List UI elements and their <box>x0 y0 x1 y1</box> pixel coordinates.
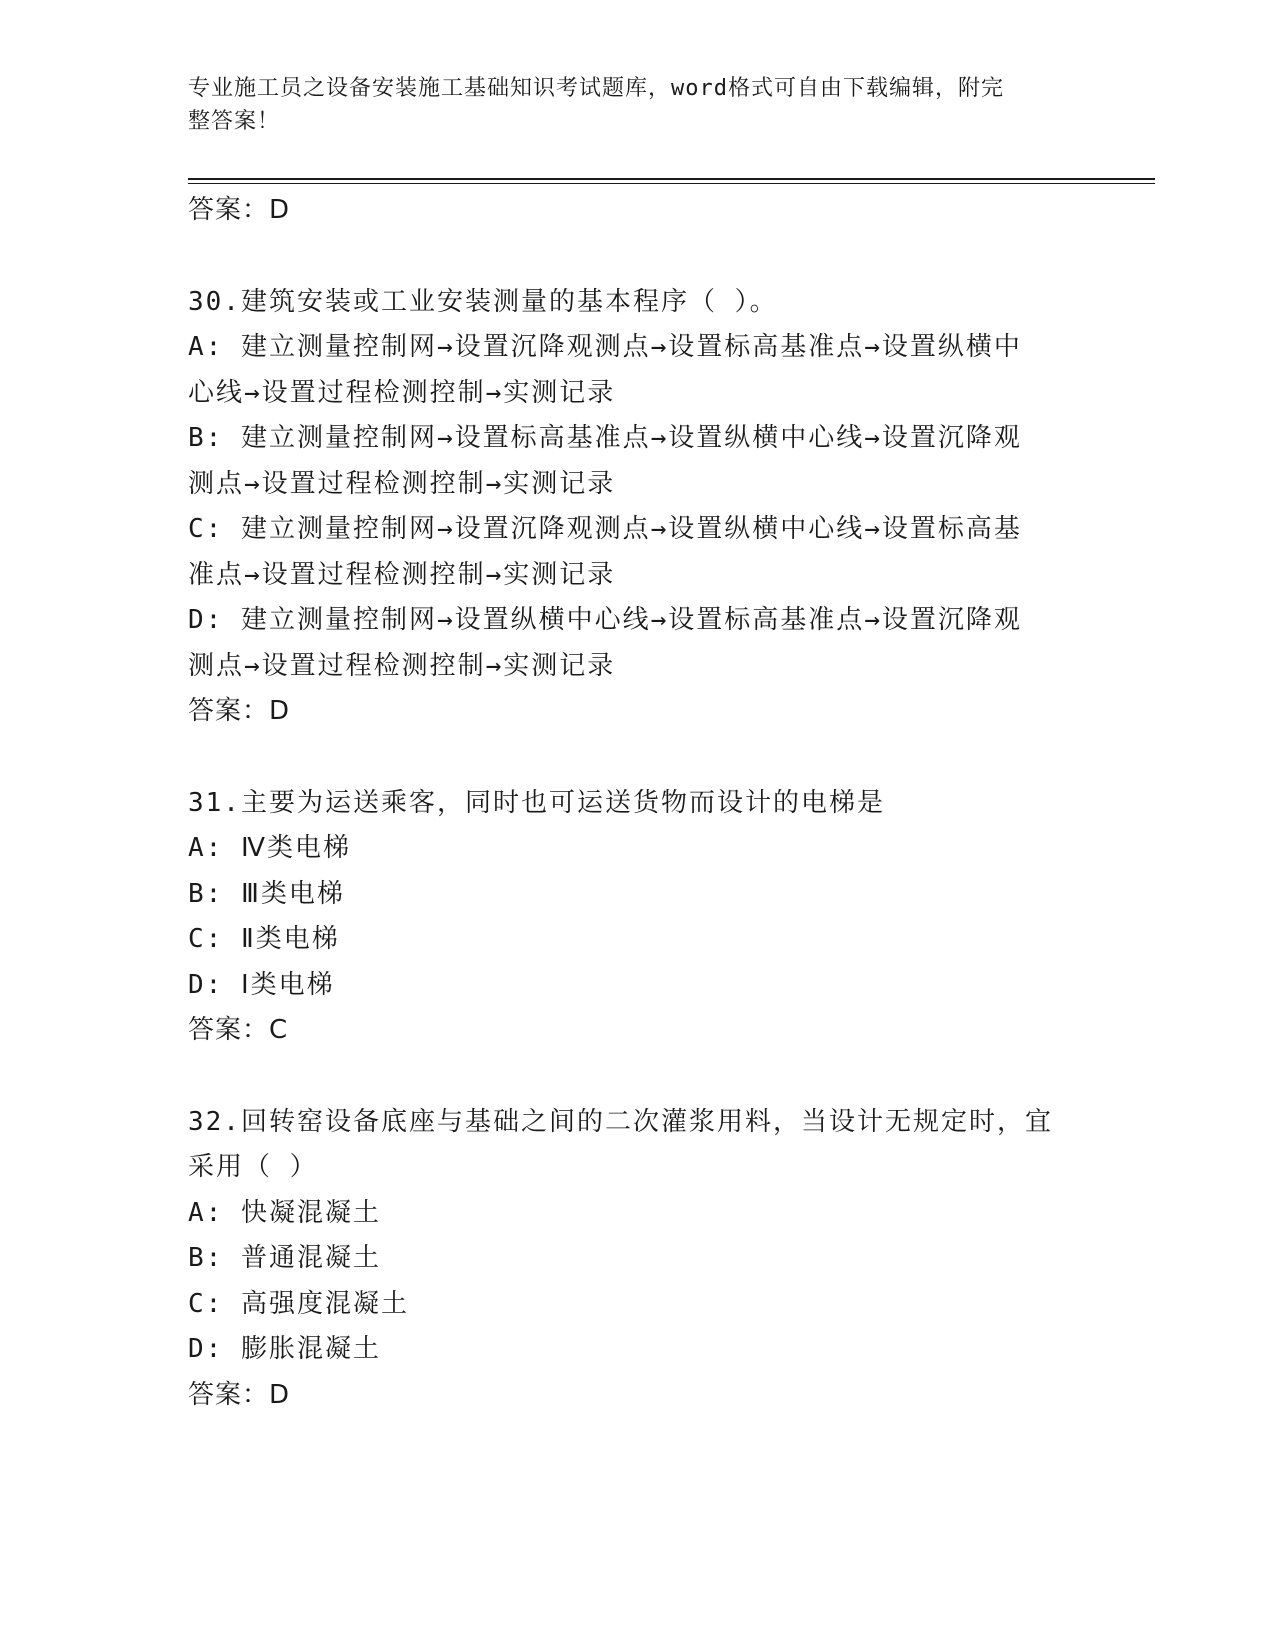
option-a: A: Ⅳ类电梯 <box>188 833 351 863</box>
question-stem-continued: 采用（ ） <box>188 1152 318 1182</box>
option-a: A: 快凝混凝土 <box>188 1197 381 1228</box>
question-31 <box>188 781 1088 1054</box>
answer-label: 答案：C <box>188 1015 289 1045</box>
page-header <box>188 72 1068 138</box>
option-a <box>188 325 1088 416</box>
header-divider-thin <box>188 183 1155 184</box>
header-divider-thick <box>188 178 1155 180</box>
header-line-2: 整答案！ <box>188 109 281 134</box>
question-content <box>188 188 1088 1418</box>
question-stem: 32.回转窑设备底座与基础之间的二次灌浆用料，当设计无规定时，宜 <box>188 1106 1053 1137</box>
option-d: D: Ⅰ类电梯 <box>188 969 335 1000</box>
answer-label: 答案：D <box>188 1379 291 1410</box>
option-line: C: 建立测量控制网→设置沉降观测点→设置纵横中心线→设置标高基 <box>188 514 1022 544</box>
question-32 <box>188 1100 1088 1419</box>
option-line: B: 建立测量控制网→设置标高基准点→设置纵横中心线→设置沉降观 <box>188 423 1022 453</box>
option-line: 测点→设置过程检测控制→实测记录 <box>188 650 616 681</box>
option-d <box>188 598 1088 689</box>
option-c: C: Ⅱ类电梯 <box>188 924 340 954</box>
option-d: D: 膨胀混凝土 <box>188 1334 381 1364</box>
option-line: D: 建立测量控制网→设置纵横中心线→设置标高基准点→设置沉降观 <box>188 605 1022 635</box>
option-c: C: 高强度混凝土 <box>188 1288 409 1319</box>
spacer <box>188 234 1088 280</box>
question-stem: 30.建筑安装或工业安装测量的基本程序（ ）。 <box>188 286 778 317</box>
prev-answer: 答案：D <box>188 195 291 225</box>
spacer <box>188 1054 1088 1100</box>
option-c <box>188 507 1088 598</box>
option-line: 测点→设置过程检测控制→实测记录 <box>188 468 616 499</box>
option-b <box>188 416 1088 507</box>
option-line: 心线→设置过程检测控制→实测记录 <box>188 377 616 408</box>
option-line: 准点→设置过程检测控制→实测记录 <box>188 559 616 590</box>
header-line-1: 专业施工员之设备安装施工基础知识考试题库，word格式可自由下载编辑，附完 <box>188 76 1004 101</box>
spacer <box>188 735 1088 781</box>
option-b: B: Ⅲ类电梯 <box>188 878 345 909</box>
question-stem: 31.主要为运送乘客，同时也可运送货物而设计的电梯是 <box>188 787 885 818</box>
option-b: B: 普通混凝土 <box>188 1243 381 1273</box>
question-30 <box>188 280 1088 735</box>
answer-label: 答案：D <box>188 696 291 726</box>
option-line: A: 建立测量控制网→设置沉降观测点→设置标高基准点→设置纵横中 <box>188 332 1022 362</box>
